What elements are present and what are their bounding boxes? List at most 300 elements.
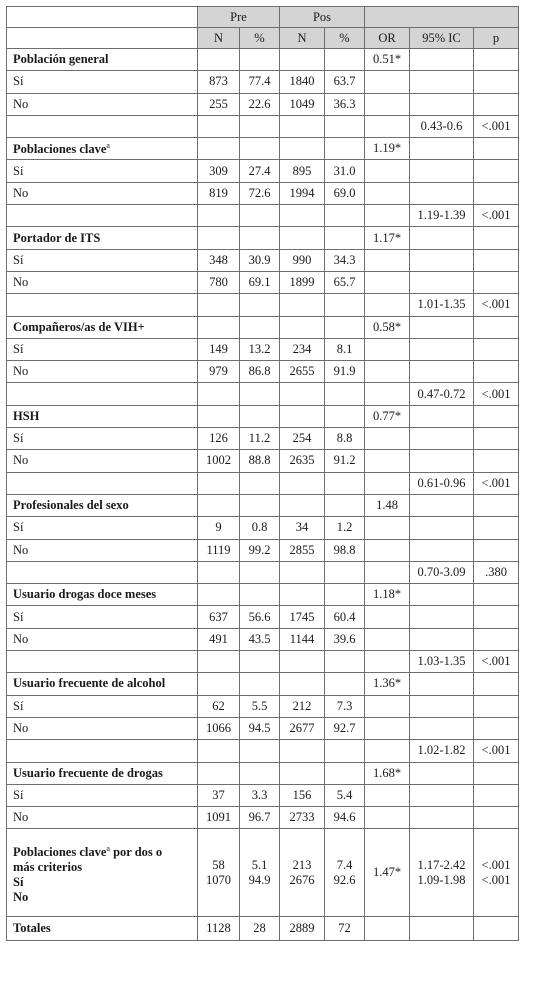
header-blank-2: [7, 28, 198, 49]
data-row: [7, 71, 519, 93]
empty-cell: [410, 494, 474, 516]
empty-cell: [410, 784, 474, 806]
stats-row: [7, 651, 519, 673]
multi-title-c: más criterios: [13, 859, 83, 874]
empty-cell: [198, 651, 240, 673]
empty-cell: [280, 49, 325, 71]
empty-cell: [240, 494, 280, 516]
multi-criteria-lines: [13, 841, 191, 905]
empty-cell: [280, 561, 325, 583]
empty-cell: [240, 762, 280, 784]
n-pos: 2635: [280, 450, 325, 472]
n-pos: 254: [280, 428, 325, 450]
n-pre: 637: [198, 606, 240, 628]
row-label: Sí: [7, 606, 198, 628]
pct-pos: 92.7: [325, 717, 365, 739]
empty-cell: [365, 182, 410, 204]
section-row: [7, 227, 519, 249]
n-pre: 255: [198, 93, 240, 115]
pct-pos: [325, 829, 365, 917]
section-title: [7, 494, 198, 516]
empty-cell: [474, 628, 519, 650]
n-pre: 149: [198, 338, 240, 360]
empty-cell: [240, 383, 280, 405]
empty-cell: [280, 383, 325, 405]
empty-cell: [198, 762, 240, 784]
n-pre: [198, 829, 240, 917]
empty-cell: [240, 294, 280, 316]
empty-cell: [365, 628, 410, 650]
pct-pre: 99.2: [240, 539, 280, 561]
ci-value: 0.61-0.96: [410, 472, 474, 494]
stats-row: [7, 205, 519, 227]
n-pos: 234: [280, 338, 325, 360]
empty-cell: [198, 294, 240, 316]
table-body: [7, 49, 519, 941]
empty-cell: [280, 762, 325, 784]
empty-cell: [7, 561, 198, 583]
ci-value: 0.47-0.72: [410, 383, 474, 405]
empty-cell: [365, 472, 410, 494]
n-pos: 1899: [280, 271, 325, 293]
empty-cell: [365, 93, 410, 115]
empty-cell: [410, 584, 474, 606]
empty-cell: [410, 762, 474, 784]
pct-pos: 63.7: [325, 71, 365, 93]
empty-cell: [474, 673, 519, 695]
empty-cell: [280, 115, 325, 137]
empty-cell: [7, 115, 198, 137]
n-pos: 2677: [280, 717, 325, 739]
n-pre: 780: [198, 271, 240, 293]
empty-cell: [240, 673, 280, 695]
multi-criteria-label: [7, 829, 198, 917]
pct-pre: 72.6: [240, 182, 280, 204]
empty-cell: [365, 807, 410, 829]
data-row: [7, 182, 519, 204]
data-row: [7, 517, 519, 539]
data-row: [7, 807, 519, 829]
empty-cell: [240, 561, 280, 583]
empty-cell: [325, 673, 365, 695]
empty-cell: [410, 673, 474, 695]
empty-cell: [7, 205, 198, 227]
empty-cell: [474, 717, 519, 739]
pct-pos-yes: 7.4: [336, 857, 353, 872]
section-row: [7, 673, 519, 695]
section-title-text: Profesionales del sexo: [13, 498, 129, 513]
col-n-pos: N: [280, 28, 325, 49]
empty-cell: [198, 405, 240, 427]
header-stats-blank: [365, 7, 519, 28]
empty-cell: [474, 539, 519, 561]
empty-cell: [325, 294, 365, 316]
p-value-stack: [480, 858, 512, 888]
empty-cell: [474, 138, 519, 160]
empty-cell: [410, 271, 474, 293]
col-or: OR: [365, 28, 410, 49]
empty-cell: [280, 740, 325, 762]
col-p: p: [474, 28, 519, 49]
pct-pre: 30.9: [240, 249, 280, 271]
row-label: Sí: [7, 428, 198, 450]
pct-pos: 39.6: [325, 628, 365, 650]
empty-cell: [240, 138, 280, 160]
empty-cell: [280, 227, 325, 249]
pct-pre: 3.3: [240, 784, 280, 806]
empty-cell: [365, 71, 410, 93]
header-pre: Pre: [198, 7, 280, 28]
n-pos: 2655: [280, 361, 325, 383]
empty-cell: [280, 316, 325, 338]
n-pre: 1002: [198, 450, 240, 472]
empty-cell: [410, 917, 474, 941]
pct-pre: 11.2: [240, 428, 280, 450]
stats-row: [7, 383, 519, 405]
n-pre: 9: [198, 517, 240, 539]
empty-cell: [474, 405, 519, 427]
empty-cell: [410, 807, 474, 829]
empty-cell: [365, 651, 410, 673]
p-value-no: <.001: [481, 872, 511, 887]
empty-cell: [325, 138, 365, 160]
or-value: 0.51*: [365, 49, 410, 71]
pct-pre: 22.6: [240, 93, 280, 115]
n-pre: 1066: [198, 717, 240, 739]
pct-pre: [240, 829, 280, 917]
section-title-text: Población general: [13, 52, 109, 67]
n-pre-no: 1070: [206, 872, 231, 887]
p-value-yes: <.001: [481, 857, 511, 872]
empty-cell: [410, 517, 474, 539]
results-table: [6, 6, 519, 941]
data-row: [7, 695, 519, 717]
section-title: [7, 49, 198, 71]
p-value: <.001: [474, 383, 519, 405]
n-pos: 1840: [280, 71, 325, 93]
empty-cell: [410, 182, 474, 204]
empty-cell: [325, 740, 365, 762]
data-row: [7, 338, 519, 360]
section-row: [7, 405, 519, 427]
empty-cell: [280, 494, 325, 516]
empty-cell: [240, 49, 280, 71]
row-label: Sí: [7, 517, 198, 539]
empty-cell: [474, 494, 519, 516]
row-label: Sí: [7, 784, 198, 806]
empty-cell: [474, 316, 519, 338]
empty-cell: [410, 717, 474, 739]
empty-cell: [325, 561, 365, 583]
empty-cell: [365, 917, 410, 941]
empty-cell: [198, 584, 240, 606]
empty-cell: [240, 472, 280, 494]
n-pre: 1128: [198, 917, 240, 941]
empty-cell: [410, 138, 474, 160]
empty-cell: [280, 138, 325, 160]
empty-cell: [325, 762, 365, 784]
n-pos: 212: [280, 695, 325, 717]
empty-cell: [474, 182, 519, 204]
data-row: [7, 160, 519, 182]
empty-cell: [325, 205, 365, 227]
stats-row: [7, 561, 519, 583]
ci-value: 1.03-1.35: [410, 651, 474, 673]
empty-cell: [240, 740, 280, 762]
row-label: No: [7, 450, 198, 472]
row-label: Sí: [7, 338, 198, 360]
data-row: [7, 271, 519, 293]
empty-cell: [7, 383, 198, 405]
pct-pos: 98.8: [325, 539, 365, 561]
p-value: <.001: [474, 651, 519, 673]
empty-cell: [325, 316, 365, 338]
n-pos-stack: [286, 858, 318, 888]
empty-cell: [325, 472, 365, 494]
ci-value: [410, 829, 474, 917]
col-pct-pre: %: [240, 28, 280, 49]
empty-cell: [474, 695, 519, 717]
ci-value-stack: [416, 858, 467, 888]
pct-pos: 91.9: [325, 361, 365, 383]
data-row: [7, 450, 519, 472]
pct-pre-stack: [246, 858, 273, 888]
pct-pos: 8.1: [325, 338, 365, 360]
pct-pos: 34.3: [325, 249, 365, 271]
multi-yes-label: Sí: [13, 874, 24, 889]
empty-cell: [240, 227, 280, 249]
empty-cell: [410, 49, 474, 71]
section-title: [7, 762, 198, 784]
empty-cell: [474, 917, 519, 941]
empty-cell: [280, 294, 325, 316]
pct-pre: 13.2: [240, 338, 280, 360]
or-value: 0.58*: [365, 316, 410, 338]
multi-criteria-row: [7, 829, 519, 917]
section-row: [7, 584, 519, 606]
n-pos: 990: [280, 249, 325, 271]
row-label: Sí: [7, 695, 198, 717]
n-pos: 1745: [280, 606, 325, 628]
col-n-pre: N: [198, 28, 240, 49]
stats-row: [7, 115, 519, 137]
section-title-text: Portador de ITS: [13, 230, 101, 245]
empty-cell: [474, 807, 519, 829]
empty-cell: [410, 227, 474, 249]
footnote-marker: a: [106, 843, 110, 853]
header-row-columns: [7, 28, 519, 49]
empty-cell: [474, 271, 519, 293]
empty-cell: [7, 651, 198, 673]
empty-cell: [410, 405, 474, 427]
empty-cell: [474, 160, 519, 182]
empty-cell: [410, 606, 474, 628]
n-pre: 491: [198, 628, 240, 650]
empty-cell: [198, 115, 240, 137]
row-label: Sí: [7, 249, 198, 271]
n-pos: 34: [280, 517, 325, 539]
empty-cell: [240, 115, 280, 137]
empty-cell: [240, 205, 280, 227]
empty-cell: [280, 472, 325, 494]
empty-cell: [474, 450, 519, 472]
p-value: <.001: [474, 294, 519, 316]
pct-pre: 43.5: [240, 628, 280, 650]
p-value: [474, 829, 519, 917]
stats-row: [7, 472, 519, 494]
ci-value: 1.01-1.35: [410, 294, 474, 316]
pct-pos: 31.0: [325, 160, 365, 182]
empty-cell: [365, 294, 410, 316]
empty-cell: [410, 316, 474, 338]
empty-cell: [325, 115, 365, 137]
empty-cell: [365, 271, 410, 293]
pct-pos: 69.0: [325, 182, 365, 204]
n-pos: 156: [280, 784, 325, 806]
empty-cell: [474, 338, 519, 360]
n-pre: 62: [198, 695, 240, 717]
empty-cell: [365, 361, 410, 383]
empty-cell: [325, 49, 365, 71]
pct-pos: 1.2: [325, 517, 365, 539]
pct-pos: 7.3: [325, 695, 365, 717]
ci-value-yes: 1.17-2.42: [417, 857, 466, 872]
data-row: [7, 606, 519, 628]
p-value: <.001: [474, 472, 519, 494]
pct-pre: 77.4: [240, 71, 280, 93]
empty-cell: [365, 695, 410, 717]
or-value: 1.17*: [365, 227, 410, 249]
empty-cell: [198, 227, 240, 249]
header-blank: [7, 7, 198, 28]
empty-cell: [365, 205, 410, 227]
n-pos-no: 2676: [289, 872, 315, 887]
n-pre: 819: [198, 182, 240, 204]
pct-pos: 65.7: [325, 271, 365, 293]
pct-pre-yes: 5.1: [251, 857, 268, 872]
n-pre: 348: [198, 249, 240, 271]
pct-pre: 28: [240, 917, 280, 941]
empty-cell: [240, 651, 280, 673]
section-title-text: HSH: [13, 408, 40, 423]
empty-cell: [198, 740, 240, 762]
section-title: [7, 138, 198, 160]
empty-cell: [474, 762, 519, 784]
section-title: [7, 584, 198, 606]
empty-cell: [280, 405, 325, 427]
empty-cell: [410, 160, 474, 182]
empty-cell: [365, 717, 410, 739]
row-label: No: [7, 807, 198, 829]
data-row: [7, 93, 519, 115]
empty-cell: [198, 138, 240, 160]
n-pre: 37: [198, 784, 240, 806]
empty-cell: [198, 494, 240, 516]
n-pos: 1049: [280, 93, 325, 115]
data-row: [7, 361, 519, 383]
col-ic: 95% IC: [410, 28, 474, 49]
n-pos: 1994: [280, 182, 325, 204]
empty-cell: [474, 606, 519, 628]
n-pos: 895: [280, 160, 325, 182]
empty-cell: [474, 584, 519, 606]
empty-cell: [198, 49, 240, 71]
row-label: No: [7, 93, 198, 115]
pct-pre: 0.8: [240, 517, 280, 539]
data-row: [7, 628, 519, 650]
empty-cell: [325, 494, 365, 516]
n-pre: 309: [198, 160, 240, 182]
or-value: 1.68*: [365, 762, 410, 784]
empty-cell: [365, 428, 410, 450]
p-value: <.001: [474, 740, 519, 762]
row-label: No: [7, 628, 198, 650]
stats-row: [7, 294, 519, 316]
empty-cell: [474, 227, 519, 249]
n-pos: [280, 829, 325, 917]
or-value: 1.48: [365, 494, 410, 516]
multi-title: [13, 841, 191, 860]
section-title: [7, 405, 198, 427]
ci-value: 1.19-1.39: [410, 205, 474, 227]
empty-cell: [198, 383, 240, 405]
p-value: <.001: [474, 115, 519, 137]
data-row: [7, 717, 519, 739]
empty-cell: [365, 539, 410, 561]
header-pos: Pos: [280, 7, 365, 28]
empty-cell: [240, 584, 280, 606]
or-value: 1.47*: [365, 829, 410, 917]
pct-pos: 60.4: [325, 606, 365, 628]
empty-cell: [410, 361, 474, 383]
pct-pre: 88.8: [240, 450, 280, 472]
pct-pos: 94.6: [325, 807, 365, 829]
empty-cell: [365, 561, 410, 583]
empty-cell: [410, 93, 474, 115]
pct-pre-no: 94.9: [248, 872, 271, 887]
pct-pos-stack: [331, 858, 358, 888]
empty-cell: [474, 428, 519, 450]
section-row: [7, 49, 519, 71]
ci-value: 0.70-3.09: [410, 561, 474, 583]
empty-cell: [325, 227, 365, 249]
n-pre: 979: [198, 361, 240, 383]
section-title-text: Usuario frecuente de alcohol: [13, 676, 166, 691]
empty-cell: [474, 784, 519, 806]
pct-pos: 72: [325, 917, 365, 941]
multi-title-a: Poblaciones clave: [13, 844, 107, 859]
n-pre: 1119: [198, 539, 240, 561]
or-value: 1.18*: [365, 584, 410, 606]
p-value: .380: [474, 561, 519, 583]
multi-title-b: por dos o: [109, 844, 163, 859]
empty-cell: [365, 383, 410, 405]
data-row: [7, 784, 519, 806]
empty-cell: [240, 405, 280, 427]
row-label: Sí: [7, 160, 198, 182]
n-pos: 2889: [280, 917, 325, 941]
empty-cell: [325, 383, 365, 405]
empty-cell: [410, 695, 474, 717]
empty-cell: [365, 784, 410, 806]
pct-pre: 94.5: [240, 717, 280, 739]
empty-cell: [410, 249, 474, 271]
pct-pre: 96.7: [240, 807, 280, 829]
totals-row: [7, 917, 519, 941]
empty-cell: [365, 740, 410, 762]
section-title-text: Usuario drogas doce meses: [13, 587, 157, 602]
n-pos: 2855: [280, 539, 325, 561]
